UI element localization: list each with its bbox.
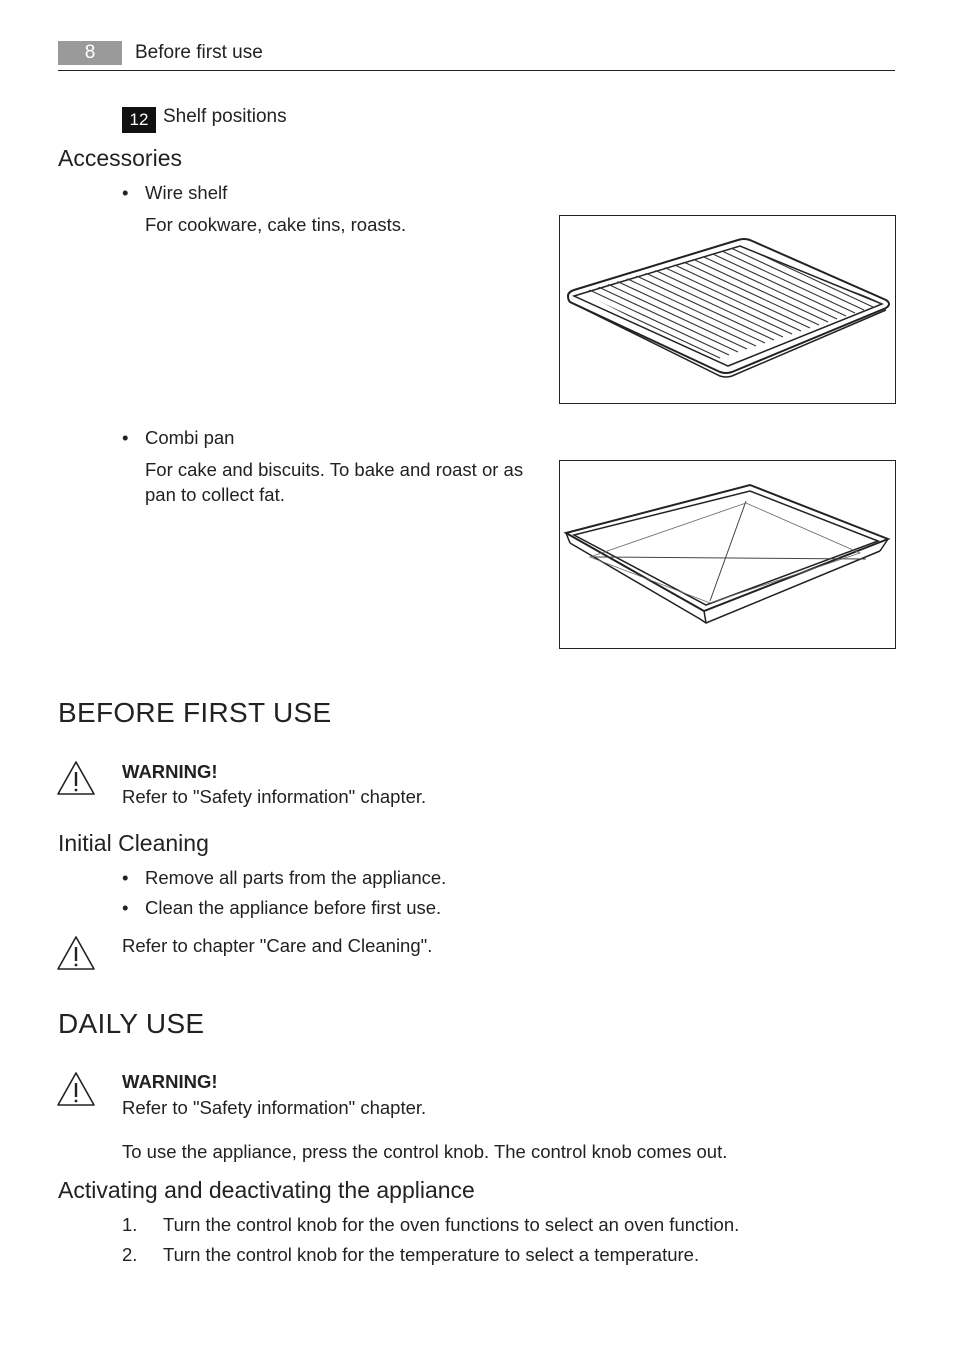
cleaning-bullet-2: Clean the appliance before first use.: [145, 897, 442, 918]
step-text: Turn the control knob for the oven functions to select an oven function.: [163, 1214, 740, 1235]
page-number: 8: [58, 41, 122, 65]
combi-pan-icon: [560, 461, 895, 648]
daily-warning-title: WARNING!: [122, 1071, 218, 1092]
combi-pan-description-line2: pan to collect fat.: [145, 484, 285, 505]
accessories-heading: Accessories: [58, 145, 182, 171]
warning-triangle-icon: [56, 935, 96, 971]
bullet-icon: •: [122, 427, 129, 448]
bullet-icon: •: [122, 182, 129, 203]
warning-triangle-icon: [56, 1071, 96, 1107]
combi-pan-image: [559, 460, 896, 649]
figure-caption: Shelf positions: [163, 106, 287, 127]
care-cleaning-note: Refer to chapter "Care and Cleaning".: [122, 935, 433, 956]
figure-number: 12: [122, 107, 156, 133]
running-header: Before first use: [135, 42, 263, 63]
activating-heading: Activating and deactivating the appliance: [58, 1177, 475, 1203]
bullet-icon: •: [122, 867, 129, 888]
step-number: 1.: [122, 1214, 138, 1235]
step-text: Turn the control knob for the temperature to select a temperature.: [163, 1244, 700, 1265]
step-number: 2.: [122, 1244, 138, 1265]
combi-pan-title: Combi pan: [145, 427, 235, 448]
wire-shelf-image: [559, 215, 896, 404]
header-rule: [58, 70, 895, 71]
cleaning-bullet-1: Remove all parts from the appliance.: [145, 867, 447, 888]
combi-pan-description-line1: For cake and biscuits. To bake and roast or as: [145, 459, 524, 480]
daily-use-intro: To use the appliance, press the control knob. The control knob comes out.: [122, 1141, 728, 1162]
initial-cleaning-heading: Initial Cleaning: [58, 830, 209, 856]
wire-shelf-icon: [560, 216, 895, 403]
wire-shelf-title: Wire shelf: [145, 182, 228, 203]
warning-text: Refer to "Safety information" chapter.: [122, 786, 427, 807]
warning-title: WARNING!: [122, 761, 218, 782]
daily-use-heading: DAILY USE: [58, 1008, 205, 1039]
bullet-icon: •: [122, 897, 129, 918]
daily-warning-text: Refer to "Safety information" chapter.: [122, 1097, 427, 1118]
before-first-use-heading: BEFORE FIRST USE: [58, 697, 332, 728]
wire-shelf-description: For cookware, cake tins, roasts.: [145, 214, 407, 235]
warning-triangle-icon: [56, 760, 96, 796]
